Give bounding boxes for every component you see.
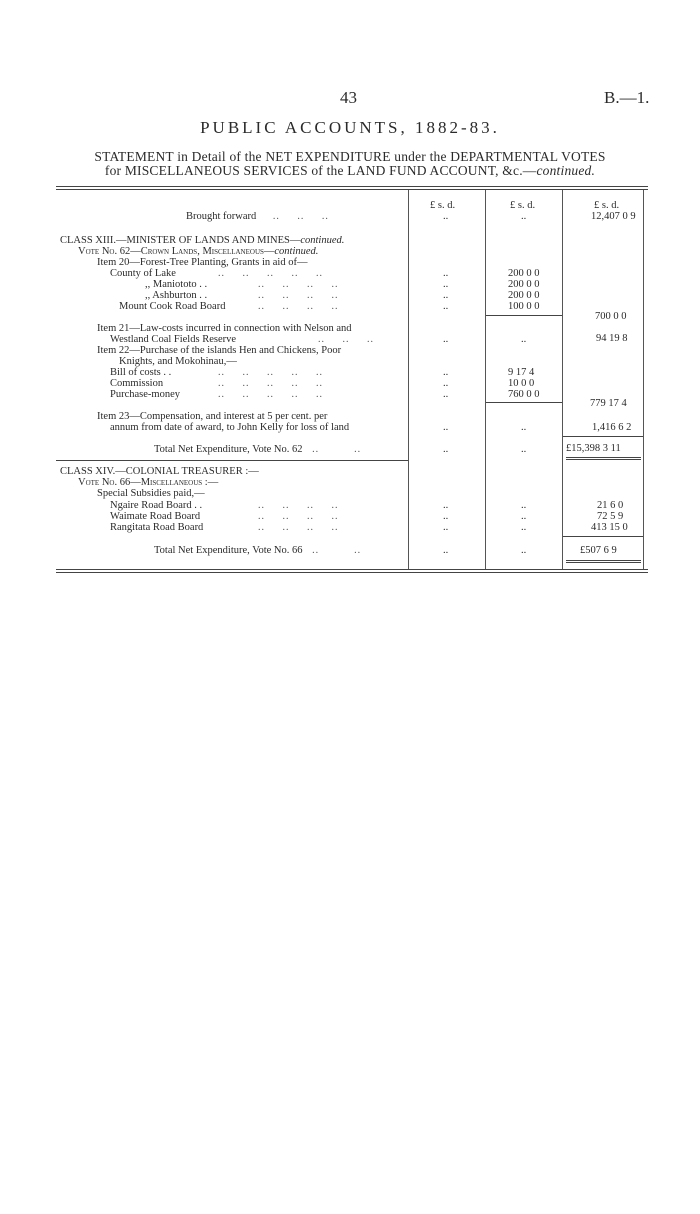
subsidy-row-c3: 72 5 9 — [597, 511, 624, 522]
item-20-heading: Item 20—Forest-Tree Planting, Grants in aid of— — [97, 257, 308, 268]
brought-forward-c1: .. — [443, 211, 449, 222]
page-title: PUBLIC ACCOUNTS, 1882-83. — [200, 118, 500, 137]
subsidy-row-c2: .. — [521, 500, 527, 511]
item-21-c1: .. — [443, 334, 449, 345]
item-20-row-c2: 200 0 0 — [508, 290, 540, 301]
subsidy-row-c2: .. — [521, 522, 527, 533]
subsidy-row-label: Ngaire Road Board . . .. .. .. .. — [110, 500, 339, 511]
item-22-row-c1: .. — [443, 367, 449, 378]
item-20-row-c1: .. — [443, 290, 449, 301]
item-22-row-label: Bill of costs . . .. .. .. .. .. — [110, 367, 323, 378]
item-22-row-c2: 9 17 4 — [508, 367, 535, 378]
vote-62-heading: Vote No. 62—Crown Lands, Miscellaneous—continued. — [78, 246, 319, 257]
subtotal-rule — [563, 536, 643, 537]
page-number: 43 — [340, 88, 357, 107]
total-double-rule — [566, 459, 641, 460]
vote-62-total-c1: .. — [443, 444, 449, 455]
item-23-line2: annum from date of award, to John Kelly for loss of land — [110, 422, 350, 433]
item-20-row-c1: .. — [443, 301, 449, 312]
item-23-c1: .. — [443, 422, 449, 433]
item-20-row-c2: 200 0 0 — [508, 279, 540, 290]
item-20-row-label: ,, Maniototo . . .. .. .. .. — [145, 279, 339, 290]
table-bottom-rule-2 — [56, 572, 648, 573]
subtotal-rule — [563, 436, 643, 437]
vote-66-total-c2: .. — [521, 545, 527, 556]
item-22-row-c1: .. — [443, 389, 449, 400]
brought-forward-label: Brought forward .. .. .. — [186, 211, 329, 222]
table-col-divider — [643, 190, 644, 570]
table-col-divider — [562, 190, 563, 570]
table-bottom-rule — [56, 569, 648, 570]
item-22-row-label: Purchase-money .. .. .. .. .. — [110, 389, 323, 400]
item-21-c2: .. — [521, 334, 527, 345]
subsidy-row-label: Waimate Road Board .. .. .. .. — [110, 511, 339, 522]
item-20-row-label: ,, Ashburton . . .. .. .. .. — [145, 290, 339, 301]
total-double-rule — [566, 562, 641, 563]
column-header-2: £ s. d. — [510, 200, 536, 211]
item-20-row-c1: .. — [443, 268, 449, 279]
item-21-line2: Westland Coal Fields Reserve .. .. .. — [110, 334, 374, 345]
item-20-total: 700 0 0 — [595, 311, 627, 322]
vote-62-total-c2: .. — [521, 444, 527, 455]
class-14-heading: CLASS XIV.—COLONIAL TREASURER :— — [60, 466, 259, 477]
item-22-row-label: Commission .. .. .. .. .. — [110, 378, 323, 389]
item-22-line1: Item 22—Purchase of the islands Hen and Chickens, Poor — [97, 345, 342, 356]
vote-66-total: £507 6 9 — [580, 545, 617, 556]
brought-forward-c3: 12,407 0 9 — [591, 211, 636, 222]
item-23-c2: .. — [521, 422, 527, 433]
subsidy-row-c3: 413 15 0 — [591, 522, 628, 533]
class-13-heading: CLASS XIII.—MINISTER OF LANDS AND MINES—continued. — [60, 235, 345, 246]
table-top-rule — [56, 186, 648, 187]
total-double-rule — [566, 560, 641, 561]
vote-66-total-c1: .. — [443, 545, 449, 556]
vote-66-heading: Vote No. 66—Miscellaneous :— — [78, 477, 219, 488]
section-divider — [56, 460, 408, 461]
item-22-total: 779 17 4 — [590, 398, 627, 409]
statement-subtitle-line1: STATEMENT in Detail of the NET EXPENDITURE under the DEPARTMENTAL VOTES — [94, 149, 606, 164]
item-23-line1: Item 23—Compensation, and interest at 5 per cent. per — [97, 411, 328, 422]
brought-forward-c2: .. — [521, 211, 527, 222]
item-20-row-c2: 200 0 0 — [508, 268, 540, 279]
item-20-row-label: Mount Cook Road Board .. .. .. .. — [119, 301, 339, 312]
subsidy-row-c1: .. — [443, 500, 449, 511]
item-21-line1: Item 21—Law-costs incurred in connection with Nelson and — [97, 323, 352, 334]
item-20-row-c2: 100 0 0 — [508, 301, 540, 312]
subtotal-rule — [486, 315, 562, 316]
item-21-c3: 94 19 8 — [596, 333, 628, 344]
vote-62-total: £15,398 3 11 — [566, 443, 621, 454]
table-top-rule-2 — [56, 189, 648, 190]
subsidy-row-c3: 21 6 0 — [597, 500, 624, 511]
subsidy-row-c2: .. — [521, 511, 527, 522]
item-22-row-c1: .. — [443, 378, 449, 389]
table-col-divider — [485, 190, 486, 570]
vote-66-total-label: Total Net Expenditure, Vote No. 66 .. .. — [154, 545, 362, 556]
subsidy-row-c1: .. — [443, 511, 449, 522]
item-22-line2: Knights, and Mokohinau,— — [119, 356, 237, 367]
statement-subtitle-line2: for MISCELLANEOUS SERVICES of the LAND FUND ACCOUNT, &c.—continued. — [104, 163, 596, 178]
column-header-1: £ s. d. — [430, 200, 456, 211]
item-22-row-c2: 10 0 0 — [508, 378, 535, 389]
special-subsidies-heading: Special Subsidies paid,— — [97, 488, 205, 499]
total-double-rule — [566, 457, 641, 458]
item-20-row-c1: .. — [443, 279, 449, 290]
vote-62-total-label: Total Net Expenditure, Vote No. 62 .. .. — [154, 444, 362, 455]
document-reference: B.—1. — [604, 88, 650, 107]
item-20-row-label: County of Lake .. .. .. .. .. — [110, 268, 323, 279]
item-22-row-c2: 760 0 0 — [508, 389, 540, 400]
subtotal-rule — [486, 402, 562, 403]
table-col-divider — [408, 190, 409, 570]
subsidy-row-label: Rangitata Road Board .. .. .. .. — [110, 522, 339, 533]
item-23-c3: 1,416 6 2 — [592, 422, 632, 433]
subsidy-row-c1: .. — [443, 522, 449, 533]
column-header-3: £ s. d. — [594, 200, 620, 211]
